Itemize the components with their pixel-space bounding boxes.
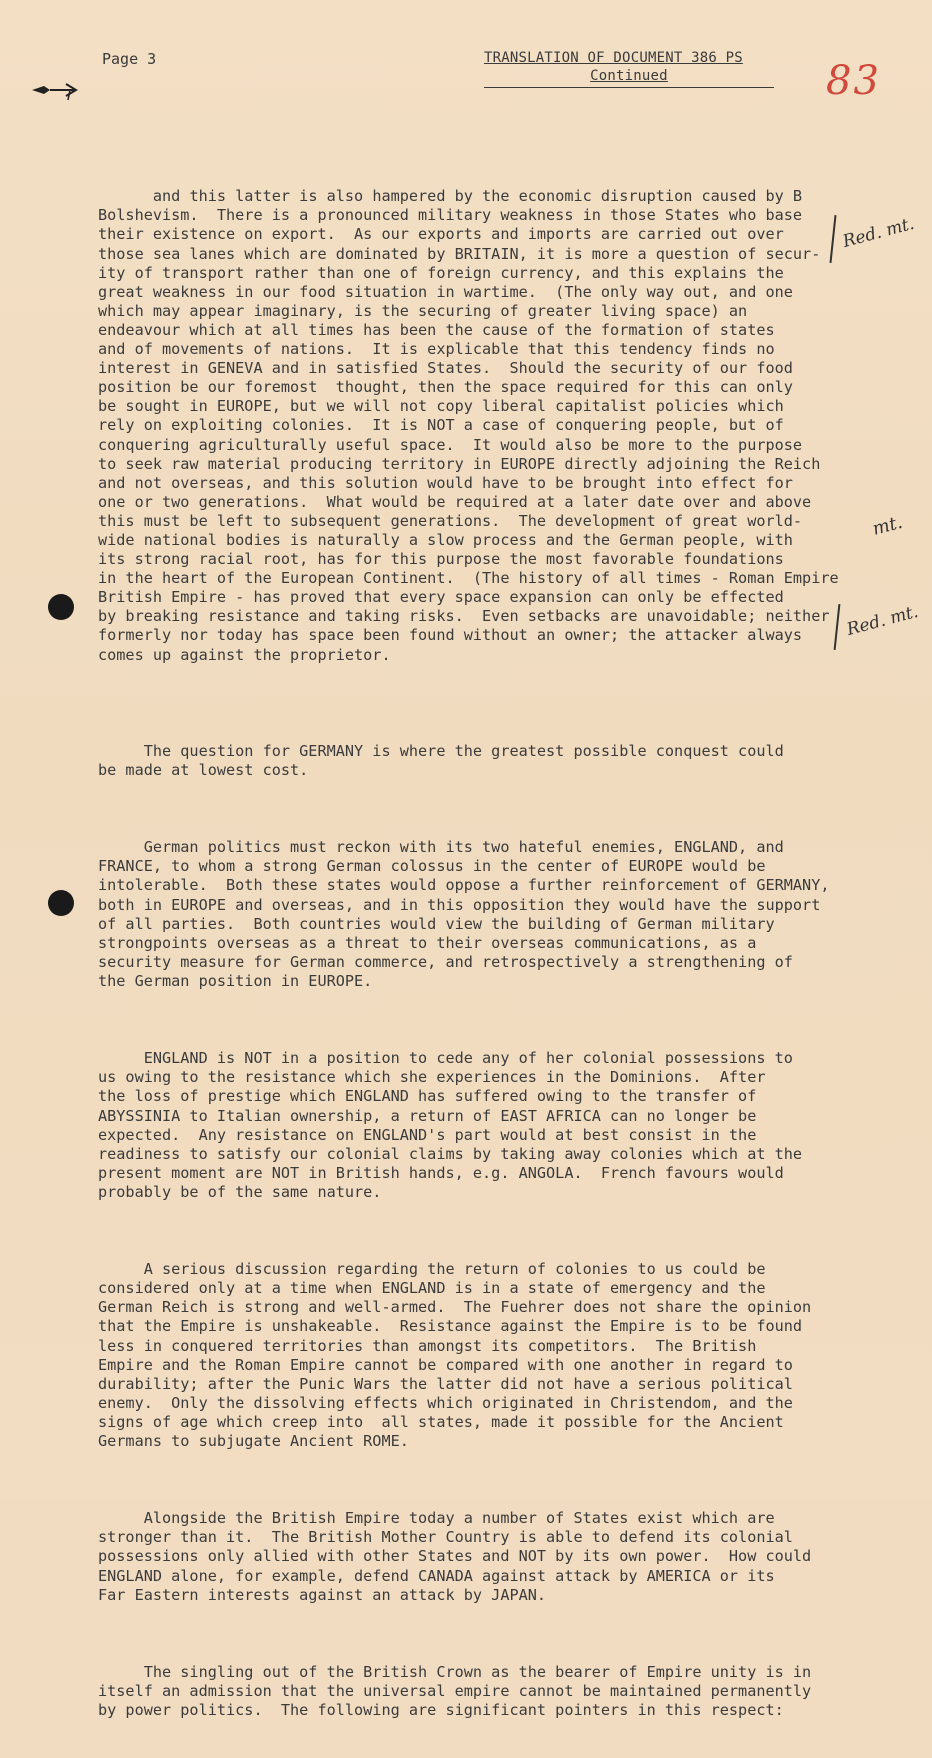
text-line: Alongside the British Empire today a number of States exist which are [98, 1509, 775, 1528]
text-line: wide national bodies is naturally a slow process and the German people, with [98, 530, 793, 549]
text-line: to seek raw material producing territory in EUROPE directly adjoining the Reich [98, 454, 821, 473]
page-number: Page 3 [102, 50, 157, 68]
text-line: less in conquered territories than amongst its competitors. The British [98, 1336, 757, 1355]
text-line: FRANCE, to whom a strong German colossus in the center of EUROPE would be [98, 857, 766, 876]
text-line: rely on exploiting colonies. It is NOT a case of conquering people, but of [98, 416, 784, 435]
text-line: one or two generations. What would be required at a later date over and above [98, 492, 812, 511]
text-line: German politics must reckon with its two hateful enemies, ENGLAND, and [98, 838, 784, 857]
text-line: endeavour which at all times has been the cause of the formation of states [98, 320, 775, 339]
text-line: the loss of prestige which ENGLAND has suffered owing to the transfer of [98, 1087, 757, 1106]
text-line: the German position in EUROPE. [98, 971, 373, 990]
document-body [98, 130, 878, 1758]
title-line-2: Continued [590, 68, 668, 84]
text-line: that the Empire is unshakeable. Resistance against the Empire is to be found [98, 1317, 803, 1336]
text-line: both in EUROPE and overseas, and in this opposition they would have the support [98, 895, 821, 914]
text-line: ity of transport rather than one of foreign currency, and this explains the [98, 263, 784, 282]
text-line: conquering agriculturally useful space. It would also be more to the purpose [98, 435, 803, 454]
text-line: considered only at a time when ENGLAND is in a state of emergency and the [98, 1279, 766, 1298]
text-line: this must be left to subsequent generations. The development of great world- [98, 511, 803, 530]
text-line: in the heart of the European Continent. (The history of all times - Roman Empire [98, 569, 839, 588]
text-line: those sea lanes which are dominated by BRITAIN, it is more a question of secur- [98, 244, 821, 263]
text-line: comes up against the proprietor. [98, 645, 391, 664]
text-line: Empire and the Roman Empire cannot be compared with one another in regard to [98, 1355, 793, 1374]
text-line: intolerable. Both these states would oppose a further reinforcement of GERMANY, [98, 876, 830, 895]
text-line: British Empire - has proved that every space expansion can only be effected [98, 588, 784, 607]
text-line: ENGLAND is NOT in a position to cede any of her colonial possessions to [98, 1049, 793, 1068]
text-line: The singling out of the British Crown as the bearer of Empire unity is in [98, 1662, 812, 1681]
text-line: and this latter is also hampered by the economic disruption caused by B [152, 187, 803, 206]
paragraph [98, 168, 878, 684]
text-line: durability; after the Punic Wars the latter did not have a serious political [98, 1374, 793, 1393]
text-line: interest in GENEVA and in satisfied States. Should the security of our food [98, 359, 793, 378]
text-line: and of movements of nations. It is explicable that this tendency finds no [98, 340, 775, 359]
text-line: signs of age which creep into all states, made it possible for the Ancient [98, 1412, 784, 1431]
punch-hole-icon [48, 594, 74, 620]
text-line: us owing to the resistance which she experiences in the Dominions. After [98, 1068, 766, 1087]
text-line: its strong racial root, has for this purpose the most favorable foundations [98, 550, 784, 569]
text-line: of all parties. Both countries would view the building of German military [98, 914, 775, 933]
text-line: stronger than it. The British Mother Country is able to defend its colonial [98, 1528, 793, 1547]
title-line-1: TRANSLATION OF DOCUMENT 386 PS [484, 50, 743, 66]
text-line: probably be of the same nature. [98, 1182, 382, 1201]
text-line: Germans to subjugate Ancient ROME. [98, 1432, 409, 1450]
paragraph [98, 1509, 878, 1604]
text-line: A serious discussion regarding the return of colonies to us could be [98, 1260, 766, 1279]
paragraph [98, 742, 878, 780]
text-line: security measure for German commerce, and retrospectively a strengthening of [98, 952, 793, 971]
title-rule [484, 87, 774, 88]
folio-number: 83 [826, 58, 881, 104]
text-line: by power politics. The following are significant pointers in this respect: [98, 1701, 784, 1720]
text-line: by breaking resistance and taking risks. Even setbacks are unavoidable; neither [98, 607, 830, 626]
text-line: Far Eastern interests against an attack by JAPAN. [98, 1585, 547, 1604]
paragraph [98, 1049, 878, 1202]
text-line: readiness to satisfy our colonial claims by taking away colonies which at the [98, 1144, 803, 1163]
paragraph [98, 838, 878, 991]
margin-note: mt. [870, 511, 905, 540]
text-line: ENGLAND alone, for example, defend CANADA against attack by AMERICA or its [98, 1566, 775, 1585]
text-line: be sought in EUROPE, but we will not copy liberal capitalist policies which [98, 397, 784, 416]
text-line: and not overseas, and this solution would have to be brought into effect for [98, 473, 793, 492]
text-line: position be our foremost thought, then the space required for this can only [98, 378, 793, 397]
paragraph [98, 1663, 878, 1720]
text-line: Bolshevism. There is a pronounced military weakness in those States who base [98, 206, 803, 225]
document-title [484, 50, 774, 88]
text-line: The question for GERMANY is where the greatest possible conquest could [98, 741, 784, 760]
text-line: itself an admission that the universal empire cannot be maintained permanently [98, 1682, 812, 1701]
text-line: be made at lowest cost. [98, 761, 309, 779]
text-line: German Reich is strong and well-armed. The Fuehrer does not share the opinion [98, 1298, 812, 1317]
punch-hole-icon [48, 890, 74, 916]
text-line: which may appear imaginary, is the securing of greater living space) an [98, 301, 748, 320]
margin-note: Red. mt. [844, 601, 921, 641]
text-line: great weakness in our food situation in wartime. (The only way out, and one [98, 282, 793, 301]
text-line: expected. Any resistance on ENGLAND's part would at best consist in the [98, 1125, 757, 1144]
text-line: possessions only allied with other States and NOT by its own power. How could [98, 1547, 812, 1566]
paragraph [98, 1260, 878, 1451]
text-line: strongpoints overseas as a threat to their overseas communications, as a [98, 933, 757, 952]
arrow-mark-icon [30, 80, 90, 104]
text-line: formerly nor today has space been found without an owner; the attacker always [98, 626, 803, 645]
text-line: enemy. Only the dissolving effects which originated in Christendom, and the [98, 1393, 793, 1412]
margin-note: Red. mt. [840, 213, 917, 253]
text-line: ABYSSINIA to Italian ownership, a return of EAST AFRICA can no longer be [98, 1106, 757, 1125]
text-line: present moment are NOT in British hands, e.g. ANGOLA. French favours would [98, 1163, 784, 1182]
text-line: their existence on export. As our exports and imports are carried out over [98, 225, 784, 244]
